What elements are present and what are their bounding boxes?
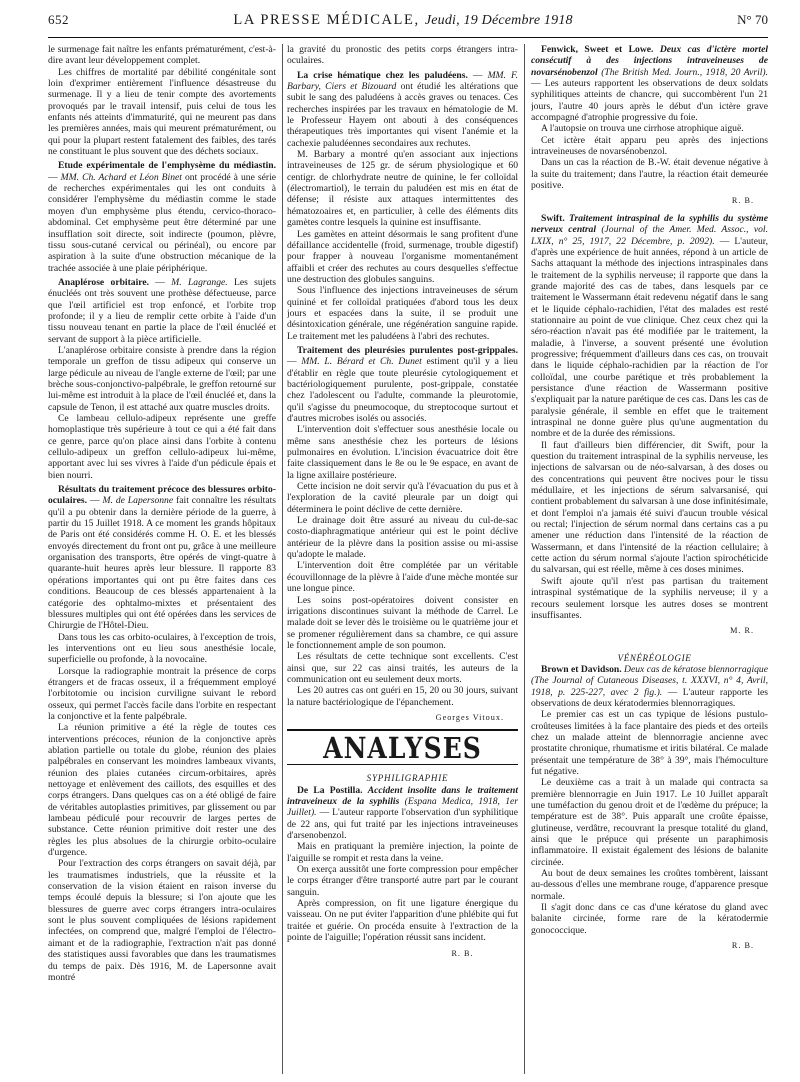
- article-pleuresies: Traitement des pleurésies purulentes post-grippales. — MM. L. Bérard et Ch. Dunet estiment qu'il y a lieu d'établir en règle que toute pleurésie cytologiquement et bactériologiquement purulente, post-grippale, constatée chez l'adolescent ou l'adulte, commande la pleurotomie, qu'il s'agisse du pneumocoque, du streptocoque surtout et d'autres microbes isolés ou associés.: [287, 344, 518, 424]
- journal-name: LA PRESSE MÉDICALE,: [233, 12, 420, 28]
- paragraph: Sous l'influence des injections intraveineuses de sérum quininé et fer colloïdal pratiquées d'abord tous les deux jours et espacées dans la suite, il se produit une désintoxication générale, une régénération sanguine rapide. Le traitement met les paludéens à l'abri des rechutes.: [287, 285, 518, 342]
- paragraph: M. Barbary a montré qu'en associant aux injections intraveineuses de 125 gr. de sérum physiologique et 60 centigr. de chlorhydrate neutre de quinine, le fer colloïdal (électromartiol), le terrain du paludéen est mis en état de défense; il résiste aux attaques intermittentes des hématozoaires et, en particulier, à celle des éléments dits gamètes contre lesquels la quinine est insuffisante.: [287, 149, 518, 229]
- analysis-title: Deux cas de kératose blennorragique: [624, 663, 768, 675]
- article-emphyseme: Etude expérimentale de l'emphysème du médiastin. — MM. Ch. Achard et Léon Binet ont procédé à une série de recherches expérimentales qui les ont conduits à considérer l'emphysème du médiastin comme le stade moyen d'un emphysème plus étendu, cervico-thoraco-abdominal. Cet emphysème peut être déterminé par une insufflation soit directe, soit indirecte (poumon, plèvre, tissu sous-cutané cervical ou périnéal), ou encore par aspiration à la suite d'une obstruction mécanique de la trachée associée à une plaie périphérique.: [48, 160, 276, 274]
- page-number: 652: [48, 12, 69, 27]
- column-rule: [282, 44, 283, 1074]
- analysis-brown: [531, 664, 768, 709]
- article-text: Les sujets énucléés ont très souvent une prothèse défectueuse, parce que l'œil artificiel est trop enfoncé, et l'orbite trop profonde; il y a lieu de remplir cette orbite à l'aide d'un tissu nouveau tenant en partie la place de l'œil énucléé et servant de support à la pièce artificielle.: [48, 276, 276, 345]
- article-authors: MM. Ch. Achard et Léon Binet: [60, 171, 182, 183]
- analysis-text: — L'auteur, d'après une expérience de huit années, répond à un article de Sachs attaquant la méthode des injections intraspinales dans le traitement de la syphilis nerveuse; il rapporte que dans la grande majorité des cas de tabes, dans lesquels par ce traitement le Wassermann était redevenu négatif dans le sang et le liquide céphalo-rachidien, l'état des malades est resté stationnaire au point de vue clinique. Chez ceux chez qui la séro-réaction n'avait pas été modifiée par le traitement, la maladie, à l'inverse, a souvent présenté une évolution progressive; fréquemment d'ailleurs dans ces cas, on trouvait dans le liquide céphalo-rachidien par la réaction de l'or colloïdal, une courbe parétique et très probablement la persistance d'une réaction de Wassermann positive s'expliquait par la nature parétique de ces cas. Dans les cas de paralysie générale, il semble en effet que le traitement intraspinal ne donne guère plus qu'une augmentation du nombre et de la durée des rémissions.: [531, 235, 768, 440]
- paragraph: L'anaplérose orbitaire consiste à prendre dans la région temporale un greffon de tissu adipeux qui conserve un large pédicule au niveau de l'angle externe de l'œil; par une brèche sous-conjonctivo-palpébrale, le greffon retourné sur lui-même est introduit à la place de l'œil énucléé et, dans la capsule de Tenon, il est attaché aux quatre muscles droits.: [48, 344, 276, 413]
- paragraph: A l'autopsie on trouva une cirrhose atrophique aiguë.: [541, 123, 744, 135]
- article-anaplerose: Anaplérose orbitaire. — M. Lagrange. Les sujets énucléés ont très souvent une prothèse défectueuse, parce que l'œil artificiel est trop enfoncé, et l'orbite trop profonde; il y a lieu de remplir cette orbite à l'aide d'un tissu nouveau tenant en partie la place de l'œil énucléé et servant de support à la pièce artificielle.: [48, 276, 276, 345]
- paragraph: Mais en pratiquant la première injection, la pointe de l'aiguille se rompit et resta dans la veine.: [287, 841, 518, 864]
- analysis-text: — Les auteurs rapportent les observations de deux soldats syphilitiques atteints de chancre, qui succombèrent l'un 21 jours, l'autre 40 jours après le début d'un ictère grave accompagné d'atrophie progressive du foie.: [531, 78, 768, 124]
- article-title: Anaplérose orbitaire.: [58, 276, 149, 288]
- column-left: [48, 44, 276, 1074]
- analysis-reference: (The Journal of Cutaneous Diseases, t. XXXVI, n° 4, Avril, 1918, p. 225-227, avec 2 fig.).: [531, 675, 768, 698]
- paragraph: Dans tous les cas orbito-oculaires, à l'exception de trois, les interventions ont eu lieu sous anesthésie locale, superficielle ou profonde, à la novocaïne.: [48, 631, 276, 666]
- analysis-reference: (Journal of the Amer. Med. Assoc., vol. LXIX, n° 25, 1917, 22 Décembre, p. 2092).: [531, 224, 768, 247]
- paragraph: Swift ajoute qu'il n'est pas partisan du traitement intraspinal systématique de la syphilis nerveuse; il y a recours seulement lorsque les autres doses se montrent insuffisantes.: [531, 575, 768, 621]
- analysis-title: Traitement intraspinal de la syphilis du système nerveux central: [531, 212, 768, 236]
- paragraph: Il s'agit donc dans ce cas d'une kératose du gland avec balanite circinée, forme rare de la kératodermie gonococcique.: [531, 902, 768, 936]
- paragraph: Les résultats de cette technique sont excellents. C'est ainsi que, sur 22 cas ainsi traités, les auteurs de la communication ont eu seulement deux morts.: [287, 651, 518, 685]
- paragraph: le surmenage fait naître les enfants prématurément, c'est-à-dire avant leur développement complet.: [48, 44, 276, 67]
- paragraph: L'intervention doit être complétée par un véritable écouvillonnage de la plèvre à l'aide d'une mèche montée sur une longue pince.: [287, 560, 518, 595]
- paragraph: Le deuxième cas a trait à un malade qui contracta sa première blennorragie en Juin 1917. Le 10 Juillet apparaît une tuméfaction du genou droit et de l'œdème du prépuce; la température est de 38°. Puis apparaît une croûte épaisse, glutineuse, verdâtre, recouvrant la presque totalité du gland, ainsi que le prépuce qui présente un paraphimosis inflammatoire. Il existait également des lésions de balanite circinée.: [531, 777, 768, 868]
- analysis-title: Deux cas d'ictère mortel consécutif à des injections intraveineuses de novarsénobenzol: [531, 44, 768, 78]
- paragraph: Les gamètes en atteint désormais le sang profitent d'une défaillance accidentelle (froid, surmenage, trouble digestif) pour frapper à nouveau l'organisme momentanément affaibli et créer des rechutes au cours desquelles s'effectue une destruction des globules sanguins.: [287, 228, 518, 285]
- paragraph: Le drainage doit être assuré au niveau du cul-de-sac costo-diaphragmatique antérieur qui est le point déclive antérieur de la plèvre dans la position assise ou mi-assise qu'adopte le malade.: [287, 515, 518, 561]
- paragraph: Au bout de deux semaines les croûtes tombèrent, laissant au-dessous d'elles une membrane rouge, d'apparence presque normale.: [531, 868, 768, 902]
- paragraph: La réunion primitive a été la règle de toutes ces interventions précoces, réunion de la conjonctive après ablation partielle ou totale du globe, réunion des plaies palpébrales en conservant les moindres lambeaux vivants, réunion des plaies cutanées circum-orbitaires, après nettoyage et enlèvement des caillots, des esquilles et des corps étrangers. Dans quelques cas on a été obligé de faire de véritables autoplasties primitives, par glissement ou par lambeau pédiculé pour recouvrir de larges pertes de substance. Cette réunion primitive doit rester une des règles les plus absolues de la chirurgie orbito-oculaire d'urgence.: [48, 722, 276, 859]
- column-right: [531, 44, 768, 1074]
- article-title: Traitement des pleurésies purulentes post-grippales.: [297, 344, 518, 356]
- paragraph: Cette incision ne doit servir qu'à l'évacuation du pus et à l'exploration de la cavité pleurale par un doigt qui déterminera le point déclive de cette dernière.: [287, 481, 518, 515]
- paragraph: Ce lambeau cellulo-adipeux représente une greffe homoplastique très supérieure à tout ce qui a été fait dans ce genre, parce qu'on place ainsi dans l'orbite à contenu cellulo-adipeux un greffon cellulo-adipeux lui-même, apportant avec lui ses vivres à l'aide d'un pédicule épais et bien nourri.: [48, 413, 276, 481]
- rubric-heading: VÉNÉRÉOLOGIE: [617, 652, 692, 663]
- column-middle: [287, 44, 518, 1074]
- signature: R. B.: [451, 949, 474, 959]
- article-blessures: Résultats du traitement précoce des blessures orbito-oculaires. — M. de Lapersonne fait connaître les résultats qu'il a pu obtenir dans la dernière période de la guerre, à partir du 15 Juillet 1918. A ce moment les grands hôpitaux de Paris ont été considérés comme H. O. E. et les blessés envoyés directement du front ont pu, grâce à une meilleure organisation des transports, être opérés de vingt-quatre à quarante-huit heures après leur blessure. Il rapporte 83 opérations importantes qui ont pu être faites dans ces conditions. Beaucoup de ces blessés appartenaient à la catégorie des ophtalmo-mixtes et présentaient des blessures multiples qui ont été opérées dans les services de Chirurgie de l'Hôtel-Dieu.: [48, 484, 276, 632]
- paragraph: On exerça aussitôt une forte compression pour empêcher le corps étranger d'être transporté autre part par le courant sanguin.: [287, 864, 518, 898]
- analysis-swift: [531, 213, 768, 440]
- article-authors: MM. F. Barbary, Ciers et Bizouard: [287, 69, 518, 93]
- paragraph: Il faut d'ailleurs bien différencier, dit Swift, pour la question du traitement intraspinal de la syphilis nerveuse, les injections de salvarsan ou de néo-salvarsan, à des doses ou des concentrations qui peuvent être nocives pour le tissu médullaire, et les injections de sérum salvarsanisé, qui contient probablement du salvarsan à une dose infinitésimale, et dont l'emploi n'a jamais été suivi d'aucun trouble vésical ou rectal; l'injection de sérum normal dans certains cas a pu amener une réduction dans l'intensité de la réaction de Wassermann, et dans l'intensité de la réaction cellulaire; à cette action du sérum normal s'ajoute l'action spirochéticide du salvarsan, qui est réelle, même à ces doses minimes.: [531, 439, 768, 576]
- paragraph: L'intervention doit s'effectuer sous anesthésie locale ou même sans anesthésie chez les porteurs de lésions pulmonaires en évolution. L'incision évacuatrice doit être faite classiquement dans le 8e ou le 9e espace, en avant de la ligne axillaire postérieure.: [287, 424, 518, 481]
- analysis-title: Accident insolite dans le traitement intraveineux de la syphilis: [287, 784, 518, 807]
- paragraph: Les chiffres de mortalité par débilité congénitale sont loin d'exprimer entièrement l'influence désastreuse du surmenage. Il y a lieu de tenir compte des avortements provoqués par le travail intensif, puis celui de tous les enfants nés atteints d'immaturité, qui ne meurent pas dans les premières années, mais qui meurent prématurément, ou qui pour la plupart restent fatalement des faibles, des tarés ne constituant le plus souvent que des déchets sociaux.: [48, 66, 276, 158]
- paragraph: Lorsque la radiographie montrait la présence de corps étrangers et de fracas osseux, il a fréquemment employé l'orbitotomie ou incision curviligne suivant le rebord osseux, qui permet l'accès facile dans l'orbite en respectant la conjonctive et la fente palpébrale.: [48, 665, 276, 722]
- signature: Georges Vitoux.: [435, 712, 504, 722]
- analysis-text: — L'auteur rapporte les observations de deux kératodermies blennorragiques.: [531, 686, 768, 709]
- paragraph: la gravité du pronostic des petits corps étrangers intra-oculaires.: [287, 44, 518, 67]
- paragraph: Le premier cas est un cas typique de lésions pustulo-croûteuses limitées à la face plantaire des pieds et des orteils chez un malade atteint de blennorragie ancienne avec prostatite chronique, rhumatisme et iritis bilatéral. Ce malade présentait une température de 38° à 39°, mais l'hémoculture fut négative.: [531, 709, 768, 777]
- page-header: [48, 12, 768, 38]
- signature: M. R.: [730, 626, 754, 636]
- paragraph: Pour l'extraction des corps étrangers on savait déjà, par les traumatismes industriels, que la réussite et la conservation de la vision étaient en raison inverse du temps écoulé depuis la blessure; si l'on ajoute que les blessures de guerre avec corps étrangers intra-oculaires sont le plus souvent compliquées de lésions rapidement infectées, on comprend que, malgré l'emploi de l'électro-aimant et de la radiographie, l'extraction n'ait pas donné des statistiques aussi favorables que dans les traumatismes du temps de paix. Dès 1916, M. de Lapersonne avait montré: [48, 858, 276, 983]
- running-title: [233, 12, 572, 29]
- article-text: estiment qu'il y a lieu d'établir en règle que toute pleurésie cytologiquement et bactériologiquement purulente, post-grippale, constatée chez l'adolescent ou l'adulte, commande la pleurotomie, qu'il s'agisse du pneumocoque, du streptocoque surtout et d'autres microbes isolés ou associés.: [287, 356, 518, 424]
- section-title: ANALYSES: [323, 732, 482, 766]
- column-rule: [524, 44, 525, 1074]
- paragraph: Cet ictère était apparu peu après des injections intraveineuses de novarsénobenzol.: [531, 134, 768, 158]
- article-title: Etude expérimentale de l'emphysème du médiastin.: [58, 160, 276, 172]
- rubric-heading: SYPHILIGRAPHIE: [366, 773, 449, 784]
- article-authors: M. de Lapersonne: [102, 495, 174, 507]
- signature: R. B.: [731, 941, 754, 951]
- analysis-author: Fenwick, Sweet et Lowe.: [541, 44, 654, 55]
- article-text: ont procédé à une série de recherches expérimentales qui les ont conduits à considérer l'emphysème du médiastin comme le stade moyen d'un emphysème plus étendu, cervico-thoraco-abdominal. Cet emphysème peut être déterminé par une insufflation soit directe, soit indirecte (poumon, plèvre, tissu sous-cutané cervical ou périnéal), ou encore par aspiration à la suite d'une obstruction mécanique de la trachée associée à une plaie périphérique.: [48, 171, 276, 274]
- paragraph: Après compression, on fit une ligature énergique du vaisseau. On ne put éviter l'apparition d'une phlébite qui fut traitée et guérie. On procéda ensuite à l'extraction de la pointe de l'aiguille; l'opération réussit sans incident.: [287, 898, 518, 944]
- article-text: fait connaître les résultats qu'il a pu obtenir dans la dernière période de la guerre, à partir du 15 Juillet 1918. A ce moment les grands hôpitaux de Paris ont été considérés comme H. O. E. et les blessés envoyés directement du front ont pu, grâce à une meilleure organisation des transports, être opérés de vingt-quatre à quarante-huit heures après leur blessure. Il rapporte 83 opérations importantes qui ont pu être faites dans ces conditions. Beaucoup de ces blessés appartenaient à la catégorie des ophtalmo-mixtes et présentaient des blessures multiples qui ont été opérées dans les services de Chirurgie de l'Hôtel-Dieu.: [48, 495, 276, 632]
- analysis-author: Swift.: [541, 212, 565, 224]
- analysis-text: — L'auteur rapporte l'observation d'un syphilitique de 22 ans, qui fut traité par les injections intraveineuses d'arsenobenzol.: [287, 807, 518, 841]
- issue-number: N° 70: [737, 12, 768, 27]
- analysis-reference: (Espana Medica, 1918, 1er Juillet).: [287, 795, 518, 819]
- analysis-fenwick: [531, 44, 768, 123]
- article-text: ont étudié les altérations que subit le sang des paludéens à accès graves ou tenaces. Ces recherches inspirées par les travaux en hématologie de M. le Professeur Hayem ont abouti à des conséquences thérapeutiques très importantes qui visent l'anémie et la cachexie paludéennes secondaires aux rechutes.: [287, 81, 518, 149]
- paragraph: Dans un cas la réaction de B.-W. était devenue négative à la suite du traitement; dans l'autre, la réaction était demeurée positive.: [531, 157, 768, 192]
- analysis-reference: (The British Med. Journ., 1918, 20 Avril).: [601, 66, 768, 78]
- article-authors: MM. L. Bérard et Ch. Dunet: [301, 356, 422, 368]
- article-authors: M. Lagrange.: [171, 276, 228, 288]
- issue-date: Jeudi, 19 Décembre 1918: [424, 13, 573, 28]
- signature: R. B.: [731, 196, 754, 206]
- paragraph: Les soins post-opératoires doivent consister en irrigations discontinues suivant la méthode de Carrel. Le malade doit se lever dès le troisième ou le quatrième jour et se promener régulièrement dans sa chambre, ce qui assure le fonctionnement ample de son poumon.: [287, 594, 518, 651]
- article-title: Résultats du traitement précoce des blessures orbito-oculaires.: [48, 484, 276, 507]
- analysis-author: Brown et Davidson.: [541, 663, 622, 675]
- paragraph: Les 20 autres cas ont guéri en 15, 20 ou 30 jours, suivant la nature bactériologique de l'épanchement.: [287, 685, 518, 708]
- article-title: La crise hématique chez les paludéens.: [297, 69, 468, 81]
- analysis-author: De La Postilla.: [297, 784, 363, 796]
- analysis-postilla: [287, 785, 518, 842]
- article-crise-hematique: La crise hématique chez les paludéens. — MM. F. Barbary, Ciers et Bizouard ont étudié les altérations que subit le sang des paludéens à accès graves ou tenaces. Ces recherches inspirées par les travaux en hématologie de M. le Professeur Hayem ont abouti à des conséquences thérapeutiques très importantes qui visent l'anémie et la cachexie paludéennes secondaires aux rechutes.: [287, 69, 518, 149]
